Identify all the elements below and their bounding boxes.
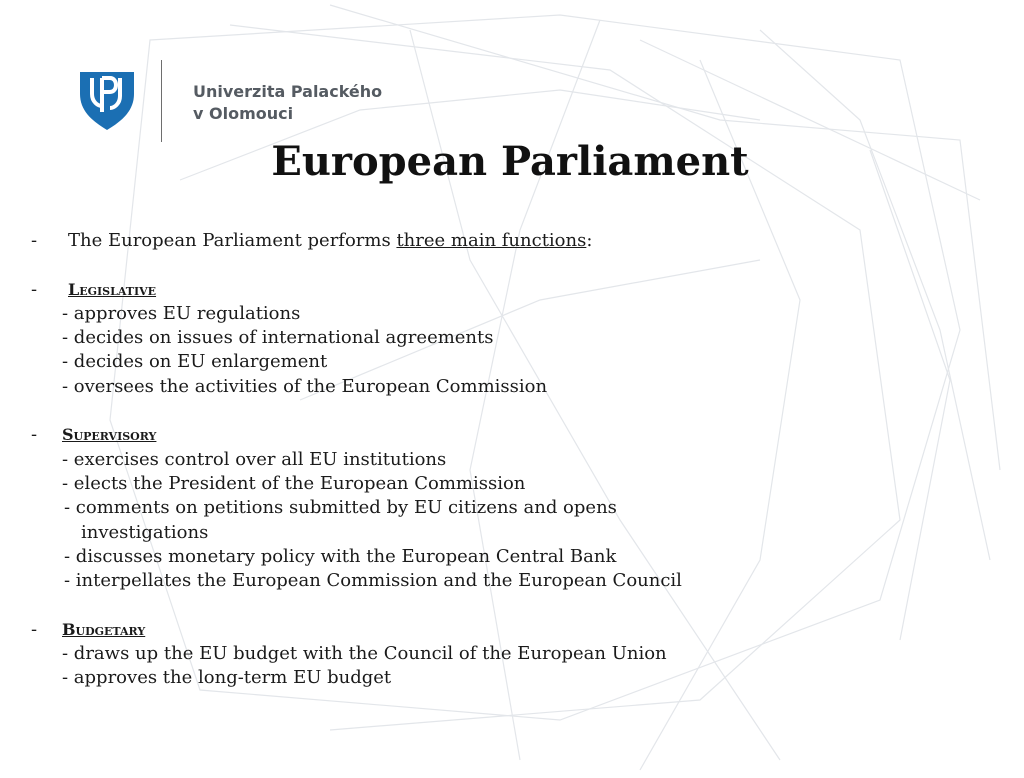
list-item: - discusses monetary policy with the European Central Bank	[64, 545, 617, 567]
list-item: investigations	[81, 521, 209, 543]
section-heading-supervisory: - Supervisory	[31, 424, 157, 446]
list-item: - oversees the activities of the European Commission	[62, 375, 548, 397]
list-item: - draws up the EU budget with the Council of the European Union	[62, 643, 667, 665]
section-heading-budgetary: - Budgetary	[31, 618, 146, 640]
list-item: - comments on petitions submitted by EU citizens and opens	[64, 497, 617, 519]
upol-shield-logo-icon	[80, 72, 134, 130]
list-item: - elects the President of the European Commission	[62, 472, 526, 494]
section-heading-legislative: - Legislative	[31, 278, 157, 300]
intro-line: - The European Parliament performs three main functions:	[31, 230, 593, 251]
university-name-line2: v Olomouci	[193, 104, 294, 123]
university-name-line1: Univerzita Palackého	[193, 82, 383, 101]
list-item: - approves the long-term EU budget	[62, 667, 392, 689]
list-item: - approves EU regulations	[62, 302, 301, 324]
list-item: - decides on issues of international agreements	[62, 327, 494, 349]
list-item: - interpellates the European Commission and the European Council	[64, 570, 682, 592]
three-main-functions-text: three main functions	[396, 230, 587, 251]
slide-title: European Parliament	[271, 138, 749, 185]
list-item: - decides on EU enlargement	[62, 351, 328, 373]
logo-divider	[161, 60, 162, 142]
slide-body	[31, 229, 991, 691]
list-item: - exercises control over all EU institutions	[62, 448, 447, 470]
university-name	[193, 81, 382, 125]
